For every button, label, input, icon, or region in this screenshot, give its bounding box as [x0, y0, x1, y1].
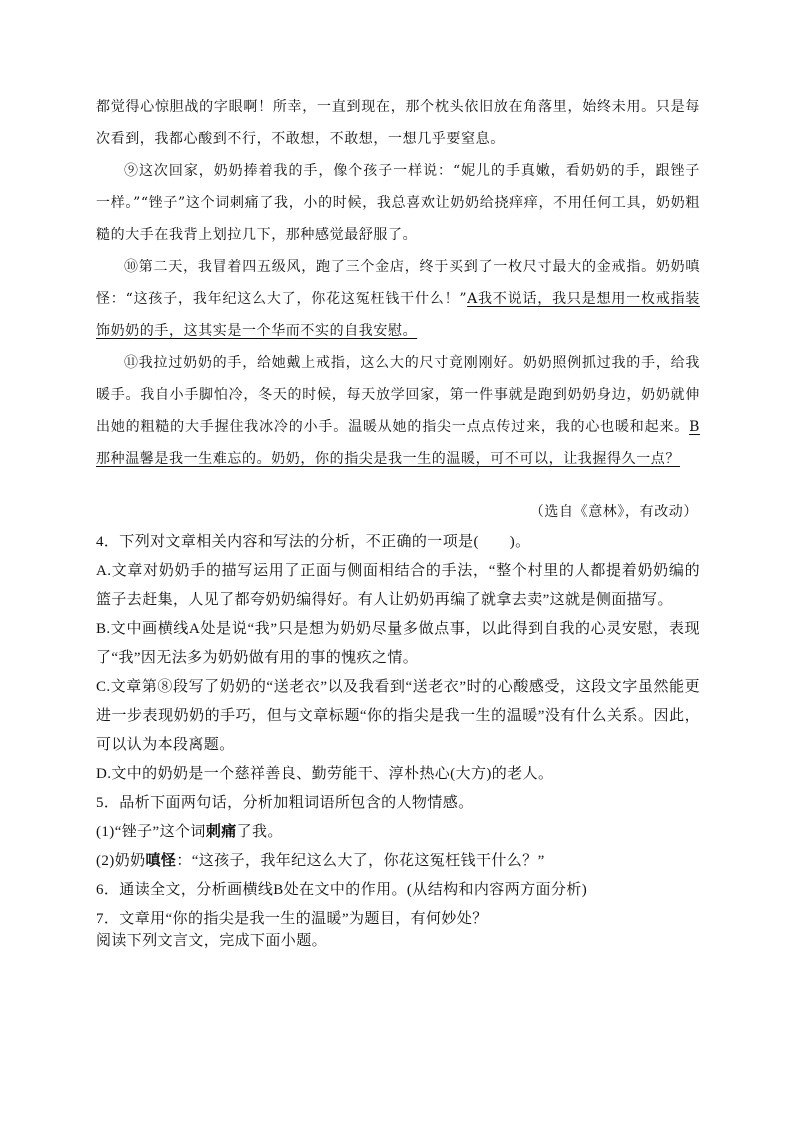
- question-7: 7．文章用“你的指尖是我一生的温暖”为题目，有何妙处？: [96, 911, 488, 927]
- q5-2-text-end: ：“这孩子，我年纪这么大了，你花这冤枉钱干什么？”: [176, 853, 545, 869]
- q5-2-bold-word: 嗔怪: [145, 853, 177, 869]
- option-c: C.文章第⑧段写了奶奶的“送老衣”以及我看到“送老衣”时的心酸感受，这段文字虽然能更进一步表现奶奶的手巧，但与文章标题“你的指尖是我一生的温暖”没有什么关系。因此，可以认为本段离题。: [96, 679, 700, 753]
- question-5-sentence-2: [96, 847, 700, 876]
- option-d: D.文中的奶奶是一个慈祥善良、勤劳能干、淳朴热心(大方)的老人。: [96, 766, 554, 782]
- paragraph-10: [96, 251, 700, 347]
- paragraph-9: ⑨这次回家，奶奶捧着我的手，像个孩子一样说：“妮儿的手真嫩，看奶奶的手，跟锉子一样。”“锉子”这个词刺痛了我，小的时候，我总喜欢让奶奶给挠痒痒，不用任何工具，奶奶粗糙的大手在我背上划拉几下，那种感觉最舒服了。: [96, 163, 700, 243]
- q5-1-text: (1)“锉子”这个词: [96, 824, 206, 840]
- paragraph-8-tail: 都觉得心惊胆战的字眼啊！所幸，一直到现在，那个枕头依旧放在角落里，始终未用。只是每次看到，我都心酸到不行，不敢想，不敢想，一想几乎要窒息。: [96, 99, 700, 147]
- question-6: 6．通读全文，分析画横线B处在文中的作用。(从结构和内容两方面分析): [96, 882, 588, 898]
- option-b: B.文中画横线A处是说“我”只是想为奶奶尽量多做点事，以此得到自我的心灵安慰，表现了“我”因无法多为奶奶做有用的事的愧疚之情。: [96, 621, 700, 666]
- option-a: A.文章对奶奶手的描写运用了正面与侧面相结合的手法，“整个村里的人都提着奶奶编的篮子去赶集，人见了都夸奶奶编得好。有人让奶奶再编了就拿去卖”这就是侧面描写。: [96, 563, 700, 608]
- paragraph-11: [96, 347, 700, 475]
- underlined-sentence-a: A我不说话，我只是想用一枚戒指装饰奶奶的手，这其实是一个华而不实的自我安慰。: [96, 291, 700, 339]
- next-section-instruction: 阅读下列文言文，完成下面小题。: [96, 933, 328, 949]
- passage: [96, 91, 700, 475]
- q5-2-text: (2)奶奶: [96, 853, 146, 869]
- source-citation: （选自《意林》，有改动）: [529, 504, 698, 520]
- question-5: 5．品析下面两句话，分析加粗词语所包含的人物情感。: [96, 795, 474, 811]
- q5-1-text-end: 了我。: [236, 824, 283, 840]
- underlined-sentence-b: B那种温馨是我一生难忘的。奶奶，你的指尖是我一生的温暖，可不可以，让我握得久一点？: [96, 419, 700, 467]
- question-5-sentence-1: [96, 818, 700, 847]
- q5-1-bold-word: 刺痛: [205, 824, 237, 840]
- paragraph-10-text: ⑩第二天，我冒着四五级风，跑了三个金店，终于买到了一枚尺寸最大的金戒指。奶奶嗔怪：“这孩子，我年纪这么大了，你花这冤枉钱干什么！”: [96, 259, 700, 307]
- questions: [96, 528, 700, 952]
- paragraph-11-text: ⑪我拉过奶奶的手，给她戴上戒指，这么大的尺寸竟刚刚好。奶奶照例抓过我的手，给我暖手。我自小手脚怕冷，冬天的时候，每天放学回家，第一件事就是跑到奶奶身边，奶奶就伸出她的粗糙的大手握住我冰冷的小手。温暖从她的指尖一点点传过来，我的心也暖和起来。: [96, 355, 700, 435]
- question-4: 4．下列对文章相关内容和写法的分析，不正确的一项是( )。: [96, 534, 531, 550]
